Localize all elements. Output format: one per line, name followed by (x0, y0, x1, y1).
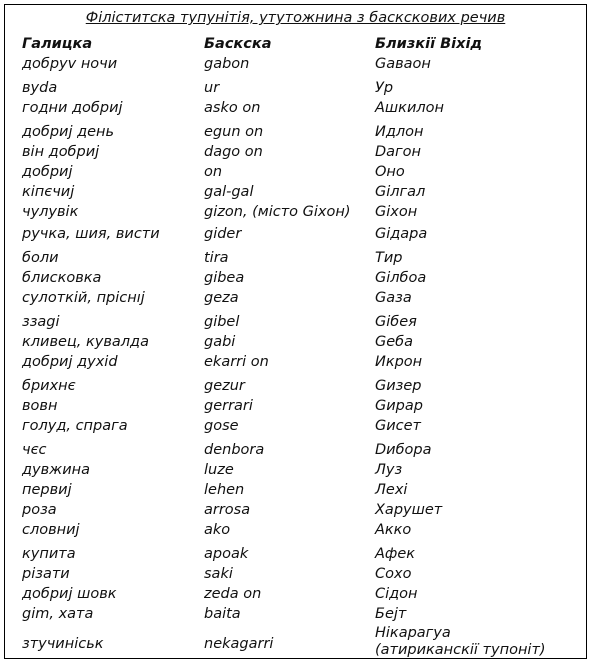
cell-near-east: Луз (375, 462, 403, 478)
cell-basque: gabi (204, 334, 236, 350)
cell-galician: вуda (22, 80, 58, 96)
cell-basque: tira (204, 250, 229, 266)
cell-basque: denbora (204, 442, 265, 458)
cell-galician: голуд, спрага (22, 418, 128, 434)
cell-near-east: Идлон (375, 124, 424, 140)
cell-near-east: Афек (375, 546, 415, 562)
cell-basque: dago on (204, 144, 263, 160)
cell-near-east: Харушет (375, 502, 443, 518)
cell-near-east: Gизер (375, 378, 422, 394)
cell-galician: вовн (22, 398, 58, 414)
cell-galician: чулувік (22, 204, 79, 220)
cell-near-east: Gеба (375, 334, 413, 350)
cell-basque: asko on (204, 100, 261, 116)
cell-basque: gabon (204, 56, 250, 72)
cell-basque: gizon, (місто Gіхон) (204, 204, 351, 220)
cell-galician: первиј (22, 482, 72, 498)
cell-basque: apoak (204, 546, 249, 562)
cell-galician: дувжина (22, 462, 91, 478)
cell-galician: ззаgi (22, 314, 60, 330)
cell-near-east: Gирар (375, 398, 423, 414)
cell-basque: gibea (204, 270, 245, 286)
cell-galician: словниј (22, 522, 80, 538)
cell-near-east: Оно (375, 164, 405, 180)
cell-basque: nekagarri (204, 636, 274, 652)
cell-near-east: Gисет (375, 418, 421, 434)
table-frame (4, 4, 587, 659)
cell-galician: зтучиніськ (22, 636, 104, 652)
cell-galician: боли (22, 250, 59, 266)
cell-near-east: Нікарагуа (атириканскії тупоніт) (375, 625, 546, 658)
cell-near-east: Акко (375, 522, 412, 538)
cell-galician: різати (22, 566, 70, 582)
cell-near-east: Gілгал (375, 184, 426, 200)
cell-basque: gider (204, 226, 242, 242)
cell-near-east: Gідара (375, 226, 428, 242)
cell-basque: luze (204, 462, 234, 478)
cell-near-east: Gаза (375, 290, 412, 306)
table-title: Філіститска тупунітія, утутожнина з баскскових речив (85, 10, 506, 26)
header-basque: Баскска (204, 36, 272, 52)
cell-basque: on (204, 164, 223, 180)
cell-basque: ekarri on (204, 354, 269, 370)
cell-near-east: Gілбоа (375, 270, 427, 286)
cell-galician: ручка, шия, висти (22, 226, 160, 242)
cell-basque: gose (204, 418, 239, 434)
cell-near-east: Gаваон (375, 56, 431, 72)
cell-near-east: Сохо (375, 566, 412, 582)
cell-basque: gezur (204, 378, 245, 394)
cell-galician: добриј день (22, 124, 115, 140)
cell-near-east: Ур (375, 80, 394, 96)
cell-basque: gal-gal (204, 184, 254, 200)
cell-near-east: Ашкилон (375, 100, 444, 116)
header-galician: Галицка (22, 36, 93, 52)
cell-galician: добриј (22, 164, 73, 180)
cell-galician: роза (22, 502, 57, 518)
cell-galician: купита (22, 546, 76, 562)
cell-galician: добриј шовк (22, 586, 117, 602)
cell-galician: брихнє (22, 378, 76, 394)
cell-galician: добруv ночи (22, 56, 118, 72)
cell-basque: gerrari (204, 398, 253, 414)
cell-near-east: Сідон (375, 586, 418, 602)
cell-galician: чєс (22, 442, 47, 458)
cell-galician: добриј дуxid (22, 354, 118, 370)
cell-near-east: Dибора (375, 442, 432, 458)
cell-basque: baita (204, 606, 241, 622)
cell-basque: ako (204, 522, 231, 538)
cell-basque: lehen (204, 482, 245, 498)
cell-galician: gim, хата (22, 606, 94, 622)
cell-galician: він добриј (22, 144, 100, 160)
cell-galician: сулоткій, пріснıј (22, 290, 145, 306)
cell-basque: zeda on (204, 586, 262, 602)
cell-near-east: Лехі (375, 482, 408, 498)
cell-basque: egun on (204, 124, 264, 140)
header-near-east: Близкії Віхід (375, 36, 483, 52)
cell-galician: блисковка (22, 270, 102, 286)
cell-near-east: Dагон (375, 144, 422, 160)
cell-near-east: Gіхон (375, 204, 418, 220)
cell-galician: кіпєчиј (22, 184, 75, 200)
cell-basque: geza (204, 290, 239, 306)
cell-basque: saki (204, 566, 233, 582)
cell-basque: arrosa (204, 502, 251, 518)
cell-basque: gibel (204, 314, 240, 330)
cell-galician: кливец, кувалда (22, 334, 149, 350)
cell-near-east: Gібея (375, 314, 417, 330)
cell-galician: годни добриј (22, 100, 123, 116)
cell-near-east: Бејт (375, 606, 407, 622)
cell-near-east: Икрон (375, 354, 423, 370)
cell-near-east: Тир (375, 250, 403, 266)
cell-basque: ur (204, 80, 220, 96)
